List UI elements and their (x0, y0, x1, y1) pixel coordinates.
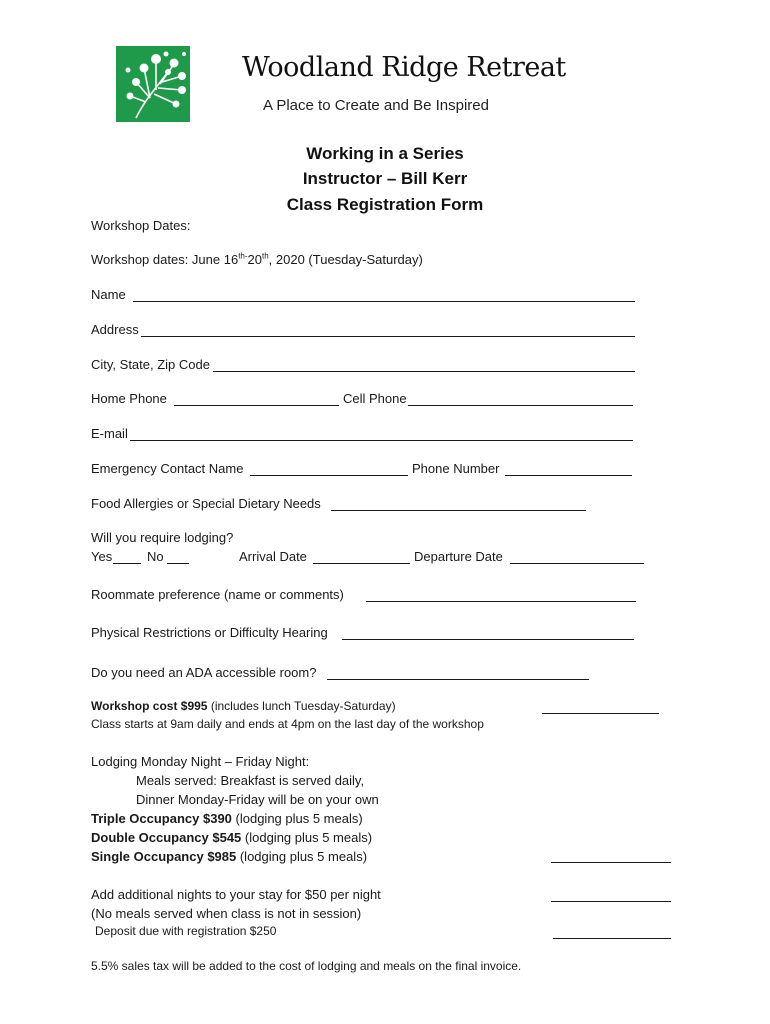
no-meals-note: (No meals served when class is not in session) (91, 906, 362, 921)
triple-occupancy: Triple Occupancy $390 (lodging plus 5 meals) (91, 811, 363, 826)
name-field[interactable] (133, 301, 635, 302)
departure-date-label: Departure Date (414, 549, 503, 564)
yes-label: Yes (91, 549, 113, 564)
deposit-amount-field[interactable] (553, 938, 671, 939)
additional-nights-amount-field[interactable] (551, 901, 671, 902)
city-label: City, State, Zip Code (91, 357, 210, 372)
double-occupancy: Double Occupancy $545 (lodging plus 5 meals) (91, 830, 373, 845)
home-phone-field[interactable] (174, 405, 339, 406)
ada-room-field[interactable] (327, 679, 589, 680)
roommate-field[interactable] (366, 601, 636, 602)
workshop-dates-line: Workshop dates: June $16^{th-}20th$, 2020 (Tuesday-Saturday) (91, 251, 423, 267)
lodging-amount-field[interactable] (551, 862, 671, 863)
food-allergies-label: Food Allergies or Special Dietary Needs (91, 496, 321, 511)
email-field[interactable] (130, 440, 633, 441)
arrival-date-label: Arrival Date (239, 549, 307, 564)
emergency-contact-field[interactable] (250, 475, 408, 476)
single-occupancy: Single Occupancy $985 (lodging plus 5 meals) (91, 849, 368, 864)
form-title-registration: Class Registration Form (286, 195, 484, 214)
deposit-note: Deposit due with registration $250 (95, 924, 277, 938)
dandelion-logo-icon (116, 46, 190, 122)
home-phone-label: Home Phone (91, 391, 167, 406)
site-title: Woodland Ridge Retreat (242, 52, 566, 83)
address-field[interactable] (141, 336, 635, 337)
departure-date-field[interactable] (510, 563, 644, 564)
workshop-dates-label: Workshop Dates: (91, 218, 191, 233)
address-label: Address (91, 322, 139, 337)
roommate-label: Roommate preference (name or comments) (91, 587, 344, 602)
ada-room-label: Do you need an ADA accessible room? (91, 665, 317, 680)
food-allergies-field[interactable] (331, 510, 586, 511)
cell-phone-label: Cell Phone (343, 391, 407, 406)
phone-number-label: Phone Number (412, 461, 500, 476)
email-label: E-mail (91, 426, 128, 441)
sales-tax-note: 5.5% sales tax will be added to the cost of lodging and meals on the final invoice. (91, 959, 522, 973)
name-label: Name (91, 287, 126, 302)
form-title-course: Working in a Series (306, 144, 464, 163)
no-field[interactable] (167, 563, 189, 564)
yes-field[interactable] (113, 563, 141, 564)
physical-restrictions-label: Physical Restrictions or Difficulty Hearing (91, 625, 328, 640)
arrival-date-field[interactable] (313, 563, 410, 564)
physical-restrictions-field[interactable] (342, 639, 634, 640)
workshop-cost-amount-field[interactable] (542, 713, 659, 714)
phone-number-field[interactable] (505, 475, 632, 476)
cell-phone-field[interactable] (408, 405, 633, 406)
lodging-title: Lodging Monday Night – Friday Night: (91, 754, 310, 769)
tagline: A Place to Create and Be Inspired (263, 97, 489, 114)
form-title-instructor: Instructor – Bill Kerr (302, 169, 468, 188)
emergency-contact-label: Emergency Contact Name (91, 461, 244, 476)
city-field[interactable] (213, 371, 635, 372)
meals-breakfast: Meals served: Breakfast is served daily, (136, 773, 365, 788)
additional-nights: Add additional nights to your stay for $50 per night (91, 887, 381, 902)
no-label: No (147, 549, 164, 564)
meals-dinner: Dinner Monday-Friday will be on your own (136, 792, 379, 807)
workshop-cost: Workshop cost $995 (includes lunch Tuesday-Saturday) (91, 699, 396, 713)
lodging-question: Will you require lodging? (91, 530, 234, 545)
class-times: Class starts at 9am daily and ends at 4pm on the last day of the workshop (91, 717, 484, 731)
